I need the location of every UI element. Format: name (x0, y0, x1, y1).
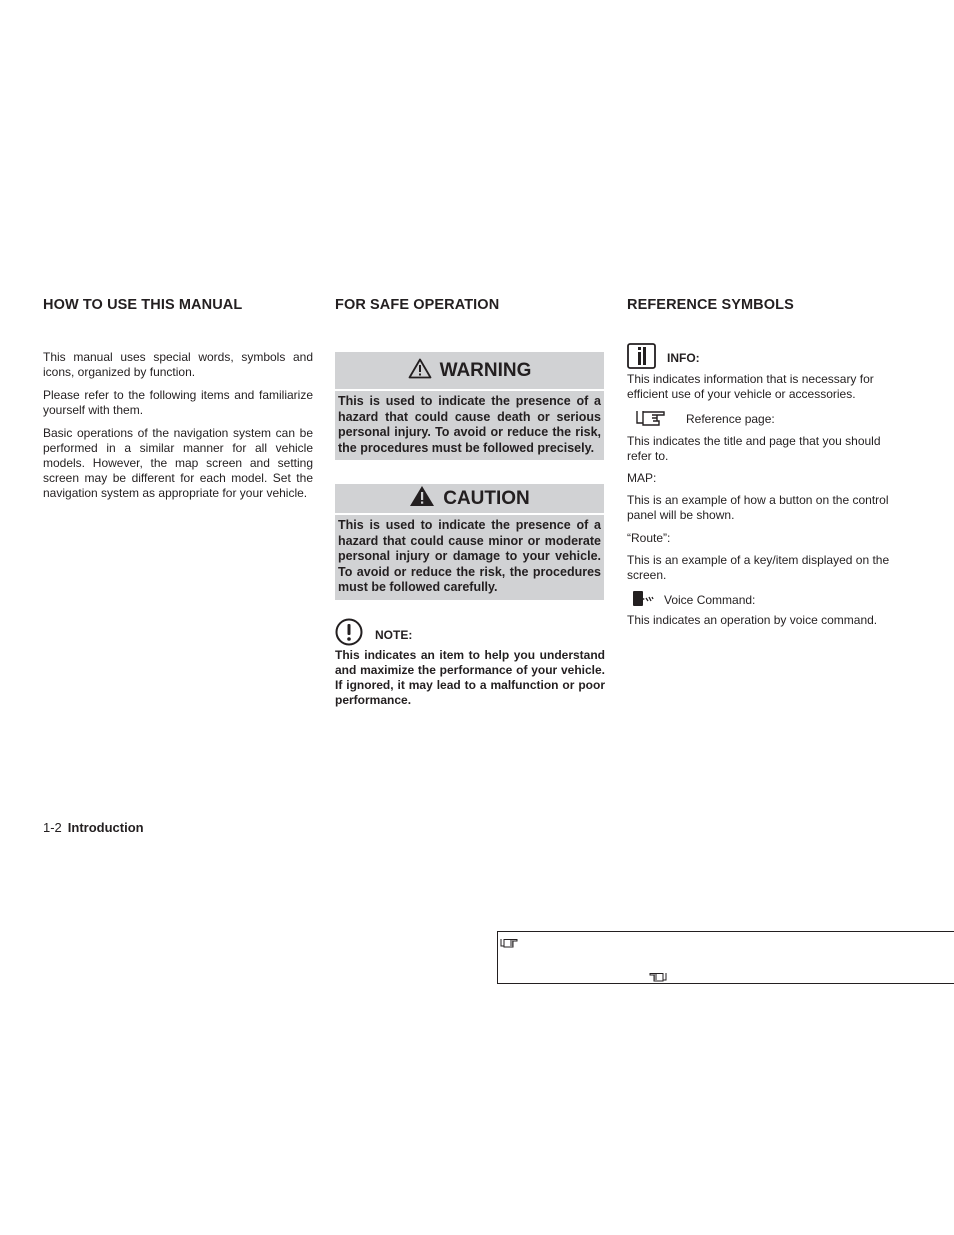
bottom-frame (497, 931, 954, 984)
caution-triangle-icon (409, 485, 435, 512)
route-label: “Route”: (627, 531, 671, 545)
section-name: Introduction (67, 820, 144, 835)
paragraph: Please refer to the following items and familiarize yourself with them. (43, 388, 313, 417)
info-text: This indicates information that is necessary for efficient use of your vehicle or accessories. (627, 372, 874, 401)
info-icon (627, 343, 656, 373)
caution-header (335, 484, 604, 515)
caution-text: This is used to indicate the presence of a hazard that could cause minor or moderate personal injury or damage to your vehicle. To avoid or reduce the risk, the procedures must be followed carefully. (338, 518, 601, 595)
reference-page-label: Reference page: (686, 411, 775, 426)
pointing-hand-icon (500, 935, 519, 953)
heading-how-to-use: HOW TO USE THIS MANUAL (43, 297, 243, 313)
route-text: This is an example of a key/item displayed on the screen. (627, 553, 890, 582)
caution-label: CAUTION (443, 487, 530, 509)
heading-safe-operation: FOR SAFE OPERATION (335, 297, 500, 313)
warning-label: WARNING (439, 359, 532, 381)
voice-command-text: This indicates an operation by voice command. (627, 613, 878, 627)
caution-box (335, 484, 604, 600)
voice-command-label: Voice Command: (664, 593, 756, 607)
note-exclamation-icon (335, 618, 363, 651)
page-number: 1-2 (43, 820, 62, 835)
warning-triangle-icon (408, 358, 432, 384)
warning-box (335, 352, 604, 460)
how-to-use-body (43, 350, 313, 509)
note-text: This indicates an item to help you understand and maximize the performance of your vehicle. If ignored, it may lead to a malfunction or poor performance. (335, 648, 605, 707)
info-row (627, 343, 897, 373)
map-label: MAP: (627, 471, 657, 485)
paragraph: Basic operations of the navigation system can be performed in a similar manner for all vehicle models. However, the map screen and setting screen may be different for each model. Set the navigation system as appropriate for your vehicle. (43, 426, 313, 500)
note-label: NOTE: (375, 627, 413, 642)
warning-text: This is used to indicate the presence of a hazard that could cause death or serious personal injury. To avoid or reduce the risk, the procedures must be followed precisely. (338, 394, 601, 455)
map-text: This is an example of how a button on the control panel will be shown. (627, 493, 889, 522)
pointing-hand-icon (635, 408, 667, 430)
info-label: INFO: (667, 350, 700, 365)
reference-page-row (627, 408, 897, 430)
warning-header (335, 352, 604, 391)
voice-command-row (627, 590, 897, 611)
note-header (335, 618, 412, 651)
reference-page-text: This indicates the title and page that you should refer to. (627, 434, 881, 463)
paragraph: This manual uses special words, symbols and icons, organized by function. (43, 350, 313, 379)
pointing-hand-small-icon (648, 969, 667, 987)
heading-reference-symbols: REFERENCE SYMBOLS (627, 297, 794, 313)
voice-command-icon (632, 590, 654, 611)
page-footer (43, 820, 144, 835)
